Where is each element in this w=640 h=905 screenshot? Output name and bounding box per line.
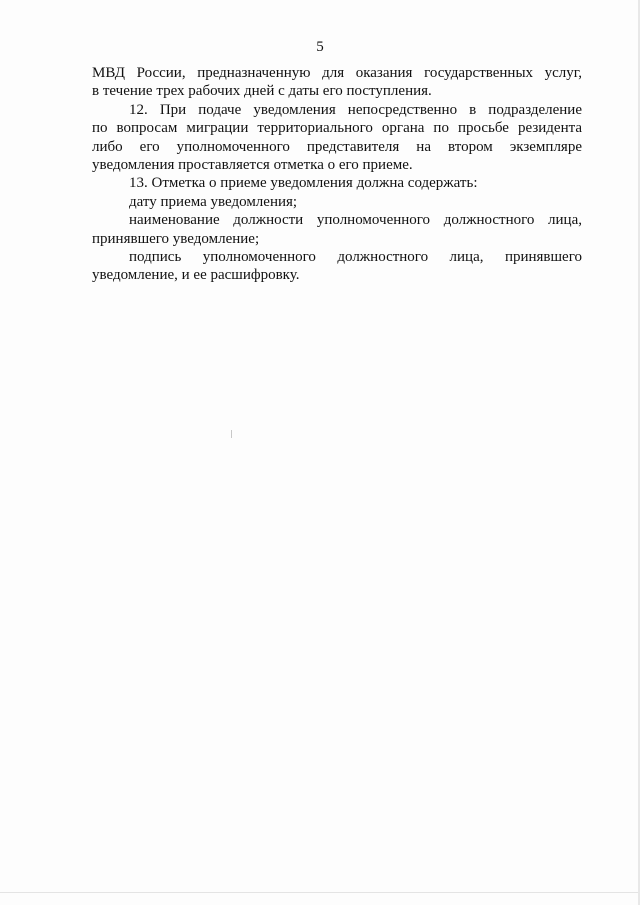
text-line: в течение трех рабочих дней с даты его поступления. [92,83,432,100]
list-item-position: наименование должности уполномоченного должностного лица, [129,212,582,229]
text-line: принявшего уведомление; [92,230,260,247]
paragraph-13-start: 13. Отметка о приеме уведомления должна содержать: [129,175,478,192]
text-line: МВД России, предназначенную для оказания государственных услуг, [92,65,582,81]
text-line: по вопросам миграции территориального органа по просьбе резидента [92,120,582,137]
text-line: уведомления проставляется отметка о его приеме. [92,156,413,173]
list-item-signature: подпись уполномоченного должностного лица, принявшего [129,248,582,265]
document-body [92,64,582,285]
paragraph-12-start: 12. При подаче уведомления непосредственно в подразделение [129,101,582,118]
page-number: 5 [316,39,324,55]
scan-bottom-edge [0,892,640,893]
list-item-date: дату приема уведомления; [129,193,298,210]
scan-artifact [231,430,232,438]
text-line: уведомление, и ее расшифровку. [92,267,300,284]
text-line: либо его уполномоченного представителя на втором экземпляре [92,138,582,155]
